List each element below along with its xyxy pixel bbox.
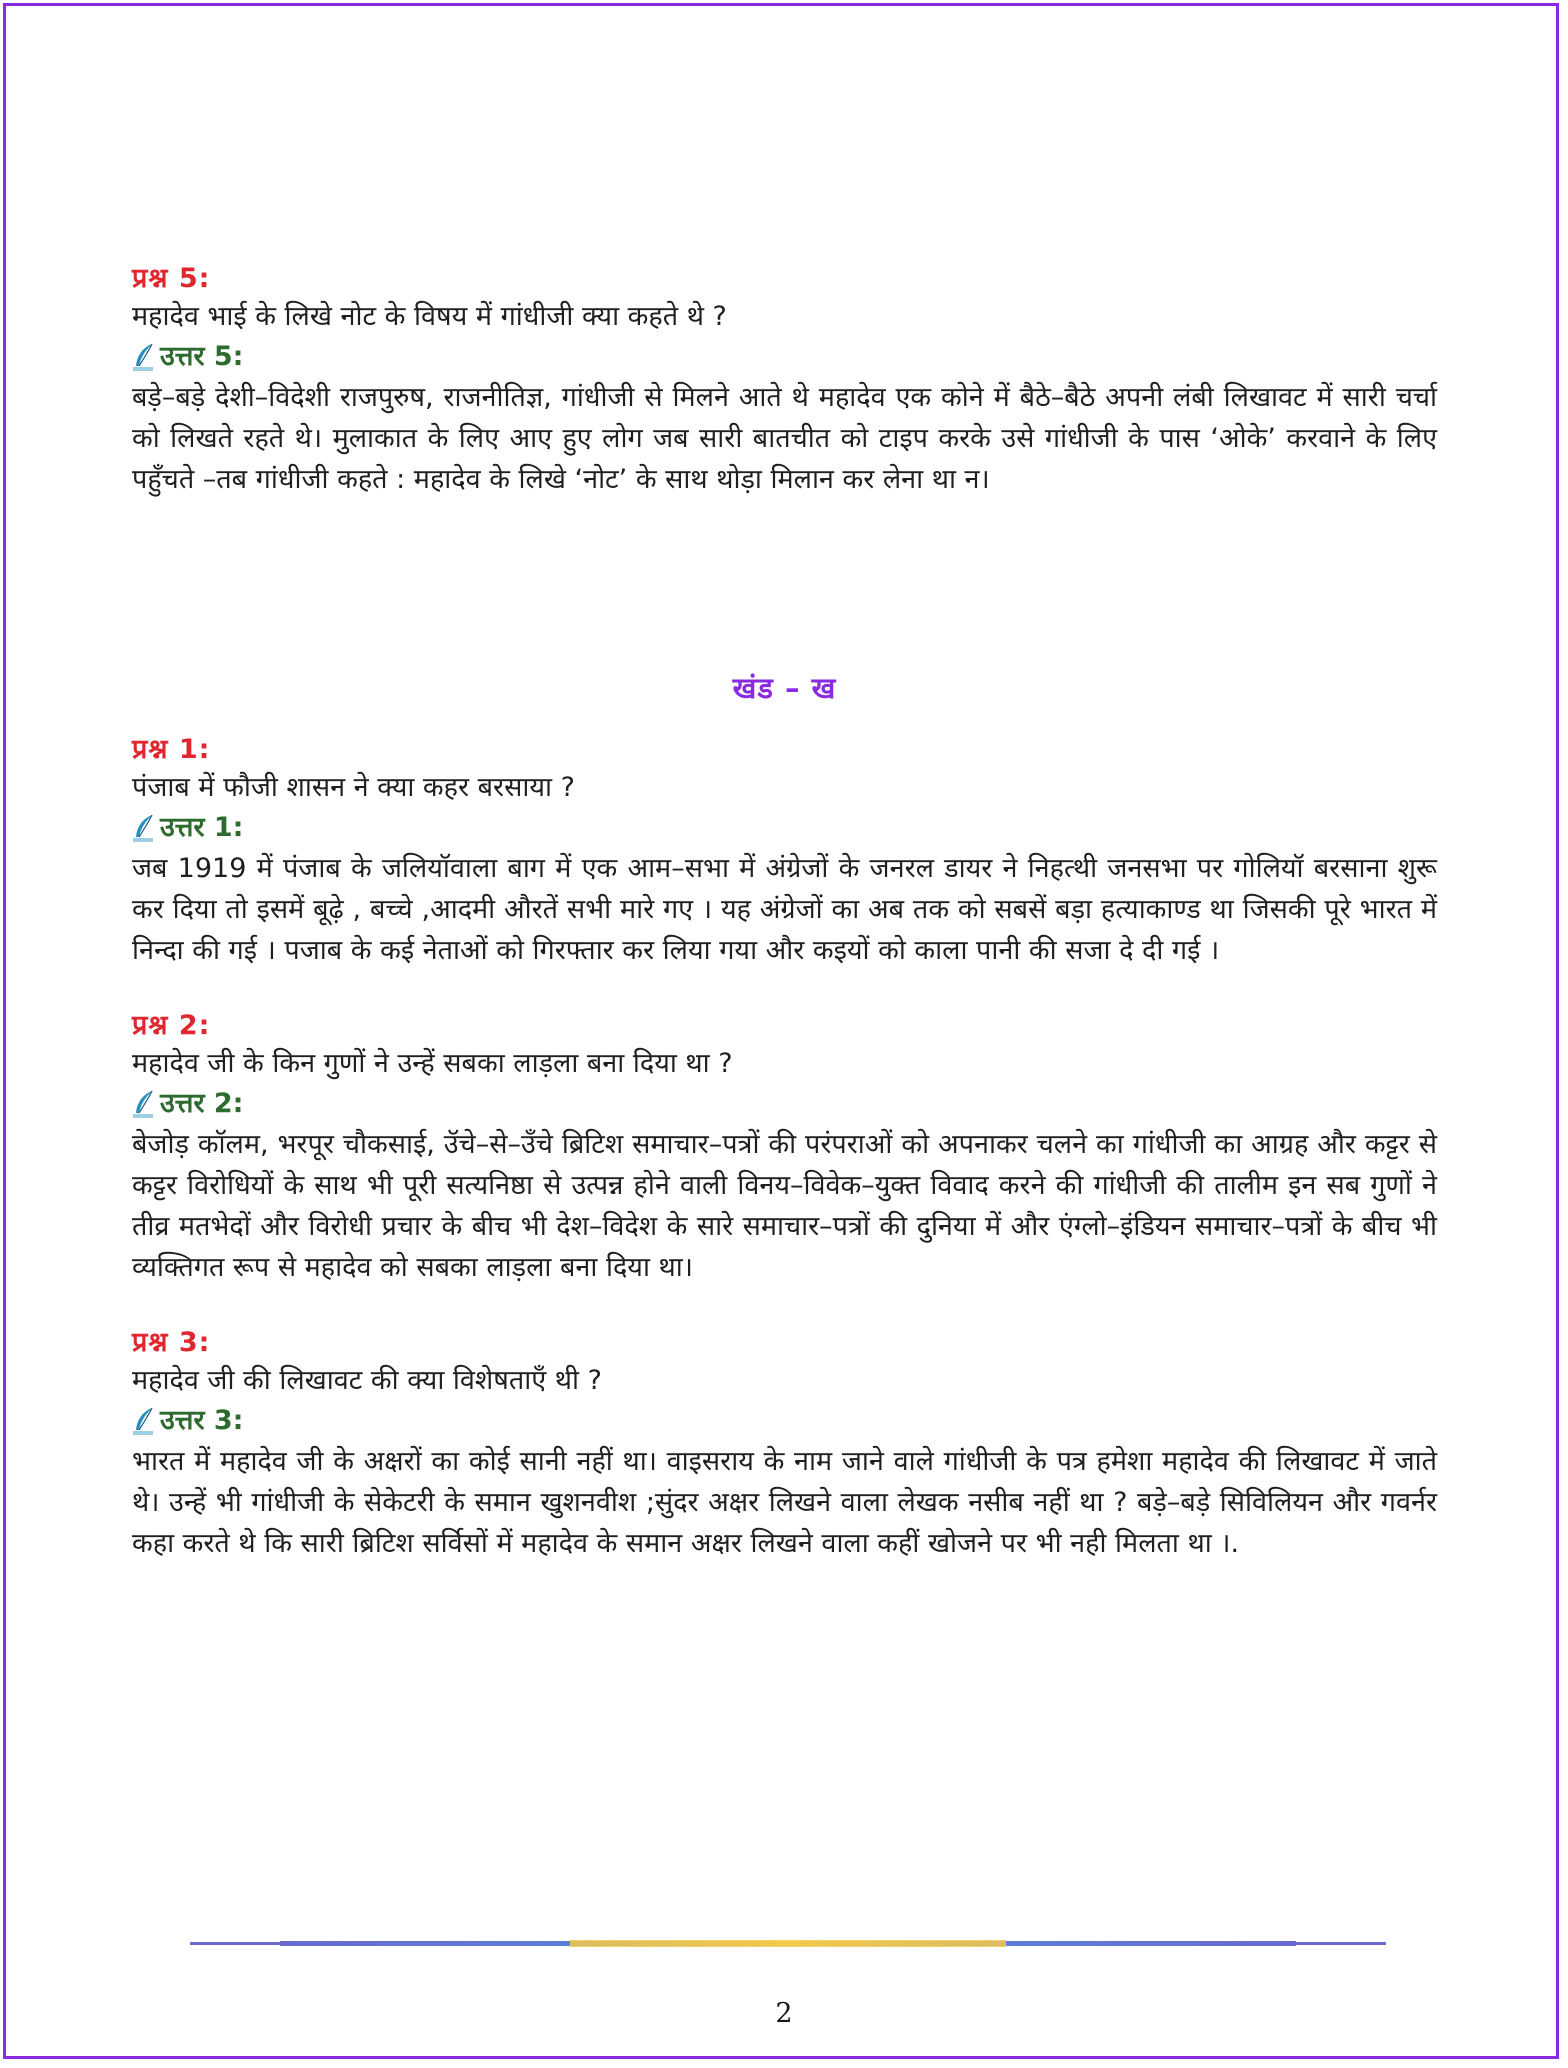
question-label: प्रश्न 1: (132, 734, 211, 765)
qa-block-2 (132, 1009, 1437, 1288)
question-text: महादेव जी के किन गुणों ने उन्हें सबका लाड़ला बना दिया था ? (132, 1048, 733, 1079)
answer-label: उत्तर 1: (160, 812, 244, 843)
answer-text: जब 1919 में पंजाब के जलियॉवाला बाग में एक आम–सभा में अंग्रेजों के जनरल डायर ने निहत्थी जनसभा पर गोलियॉ बरसाना शुरू कर दिया तो इसमें बूढ़े , बच्चे ,आदमी औरतें सभी मारे गए । यह अंग्रेजों का अब तक को सबसें बड़ा हत्याकाण्ड था जिसकी पूरे भारत में निन्दा की गई । पजाब के कई नेताओं को गिरफ्तार कर लिया गया और कइयों को काला पानी की सजा दे दी गई । (132, 853, 1437, 966)
answer-text: बड़े–बड़े देशी–विदेशी राजपुरुष, राजनीतिज्ञ, गांधीजी से मिलने आते थे महादेव एक कोने में बैठे–बैठे अपनी लंबी लिखावट में सारी चर्चा को लिखते रहते थे। मुलाकात के लिए आए हुए लोग जब सारी बातचीत को टाइप करके उसे गांधीजी के पास ‘ओके’ करवाने के लिए पहुँचते –तब गांधीजी कहते : महादेव के लिखे ‘नोट’ के साथ थोड़ा मिलान कर लेना था न। (132, 382, 1437, 495)
answer-label-row (132, 337, 1437, 377)
quill-logo-icon (132, 342, 156, 372)
question-text: महादेव भाई के लिखे नोट के विषय में गांधीजी क्या कहते थे ? (132, 301, 727, 332)
question-label: प्रश्न 3: (132, 1327, 211, 1358)
qa-block-3 (132, 1326, 1437, 1564)
quill-logo-icon (132, 1406, 156, 1436)
quill-logo-icon (132, 1089, 156, 1119)
footer-divider (190, 1940, 1386, 1948)
quill-logo-icon (132, 813, 156, 843)
page-content (132, 262, 1437, 1564)
answer-label-row (132, 1084, 1437, 1124)
qa-block-5 (132, 262, 1437, 500)
qa-block-1 (132, 733, 1437, 971)
answer-text: बेजोड़ कॉलम, भरपूर चौकसाई, उॅचे–से–उँचे ब्रिटिश समाचार–पत्रों की परंपराओं को अपनाकर चलने का गांधीजी का आग्रह और कट्टर से कट्टर विरोधियों के साथ भी पूरी सत्यनिष्ठा से उत्पन्न होने वाली विनय–विवेक–युक्त विवाद करने की गांधीजी की तालीम इन सब गुणों ने तीव्र मतभेदों और विरोधी प्रचार के बीच भी देश–विदेश के सारे समाचार–पत्रों की दुनिया में और एंग्लो–इंडियन समाचार–पत्रों के बीच भी व्यक्तिगत रूप से महादेव को सबका लाड़ला बना दिया था। (132, 1129, 1437, 1283)
answer-label: उत्तर 5: (160, 341, 244, 372)
question-label: प्रश्न 2: (132, 1010, 211, 1041)
answer-label-row (132, 808, 1437, 848)
section-heading: खंड – ख (732, 671, 837, 705)
answer-text: भारत में महादेव जी के अक्षरों का कोई सानी नहीं था। वाइसराय के नाम जाने वाले गांधीजी के पत्र हमेशा महादेव की लिखावट में जाते थे। उन्हें भी गांधीजी के सेकेटरी के समान खुशनवीश ;सुंदर अक्षर लिखने वाला लेखक नसीब नहीं था ? बड़े–बड़े सिविलियन और गवर्नर कहा करते थे कि सारी ब्रिटिश सर्विसों में महादेव के समान अक्षर लिखने वाला कहीं खोजने पर भी नही मिलता था ।. (132, 1446, 1437, 1559)
question-text: महादेव जी की लिखावट की क्या विशेषताएँ थी ? (132, 1365, 602, 1396)
page-number: 2 (775, 1998, 793, 2029)
answer-label-row (132, 1401, 1437, 1441)
question-label: प्रश्न 5: (132, 263, 211, 294)
answer-label: उत्तर 3: (160, 1405, 244, 1436)
question-text: पंजाब में फौजी शासन ने क्या कहर बरसाया ? (132, 772, 575, 803)
answer-label: उत्तर 2: (160, 1088, 244, 1119)
